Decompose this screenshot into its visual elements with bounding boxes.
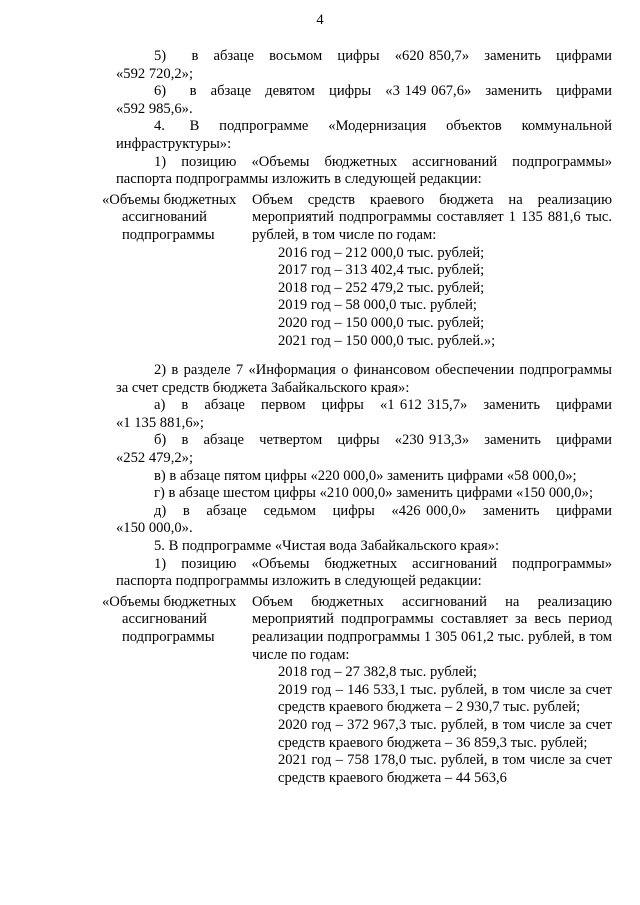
document-body	[102, 48, 612, 787]
label-line: «Объемы бюджетных	[102, 191, 237, 208]
label-line: «Объемы бюджетных	[102, 593, 237, 610]
section-5-1-line1: 1) позицию «Объемы бюджетных ассигнований подпрограммы»	[154, 555, 612, 572]
label-line: подпрограммы	[122, 226, 215, 243]
budget-table-1	[102, 191, 612, 350]
year-entry: 2021 год – 758 178,0 тыс. рублей, в том числе за счет средств краевого бюджета – 44 563,6	[278, 752, 612, 786]
sub-d-line1: д) в абзаце седьмом цифры «426 000,0» заменить цифрами	[154, 502, 612, 519]
item-6-line1: 6) в абзаце девятом цифры «3 149 067,6» заменить цифрами	[154, 83, 612, 100]
year-entry: 2021 год – 150 000,0 тыс. рублей.»;	[278, 332, 496, 349]
sub-v: в) в абзаце пятом цифры «220 000,0» заменить цифрами «58 000,0»;	[154, 467, 577, 484]
budget-table-2-label	[102, 594, 252, 788]
year-entry: 2018 год – 252 479,2 тыс. рублей;	[278, 279, 485, 296]
item-5-line1: 5) в абзаце восьмом цифры «620 850,7» заменить цифрами	[154, 48, 612, 64]
section-4-1-line2: паспорта подпрограммы изложить в следующей редакции:	[116, 171, 482, 188]
year-entry: 2019 год – 146 533,1 тыс. рублей, в том числе за счет средств краевого бюджета – 2 930,7 тыс. рублей;	[278, 681, 612, 716]
sub-a-line2: «1 135 881,6»;	[116, 414, 204, 431]
sub-a-line1: а) в абзаце первом цифры «1 612 315,7» заменить цифрами	[154, 397, 612, 414]
year-list	[252, 245, 612, 351]
section-4-line1: 4. В подпрограмме «Модернизация объектов коммунальной	[154, 118, 612, 135]
year-entry: 2019 год – 58 000,0 тыс. рублей;	[278, 297, 477, 314]
year-entry: 2020 год – 372 967,3 тыс. рублей, в том числе за счет средств краевого бюджета – 36 859,3 тыс. рублей;	[278, 716, 612, 751]
budget-table-1-content	[252, 192, 612, 350]
sub-b-line2: «252 479,2»;	[116, 450, 194, 467]
year-entry: 2017 год – 313 402,4 тыс. рублей;	[278, 262, 485, 279]
sub-b-line1: б) в абзаце четвертом цифры «230 913,3» заменить цифрами	[154, 432, 612, 449]
item-6-line2: «592 985,6».	[116, 100, 193, 117]
section-5: 5. В подпрограмме «Чистая вода Забайкальского края»:	[154, 538, 500, 555]
sub-d-line2: «150 000,0».	[116, 520, 193, 537]
budget-description: Объем бюджетных ассигнований на реализацию мероприятий подпрограммы составляет за весь период реализации подпрограммы 1 305 061,2 тыс. рублей, в том числе по годам:	[252, 593, 612, 663]
page-number: 4	[316, 12, 324, 28]
section-4-2-line2: за счет средств бюджета Забайкальского края»:	[116, 379, 410, 396]
label-line: ассигнований	[122, 611, 207, 628]
budget-table-2	[102, 593, 612, 788]
section-5-1-line2: паспорта подпрограммы изложить в следующей редакции:	[116, 573, 482, 590]
label-line: подпрограммы	[122, 629, 215, 645]
item-5-line2: «592 720,2»;	[116, 65, 194, 82]
sub-g: г) в абзаце шестом цифры «210 000,0» заменить цифрами «150 000,0»;	[154, 485, 594, 502]
year-entry: 2016 год – 212 000,0 тыс. рублей;	[278, 244, 485, 261]
budget-table-1-label	[102, 192, 252, 350]
section-4-1-line1: 1) позицию «Объемы бюджетных ассигнований подпрограммы»	[154, 153, 612, 170]
section-4-2-line1: 2) в разделе 7 «Информация о финансовом обеспечении подпрограммы	[154, 362, 612, 379]
label-line: ассигнований	[122, 209, 207, 226]
year-list	[252, 664, 612, 787]
year-entry: 2020 год – 150 000,0 тыс. рублей;	[278, 314, 485, 331]
budget-description: Объем средств краевого бюджета на реализацию мероприятий подпрограммы составляет 1 135 881,6 тыс. рублей, в том числе по годам:	[252, 191, 612, 243]
year-entry: 2018 год – 27 382,8 тыс. рублей;	[278, 664, 477, 681]
section-4-line2: инфраструктуры»:	[116, 135, 232, 152]
budget-table-2-content	[252, 594, 612, 788]
